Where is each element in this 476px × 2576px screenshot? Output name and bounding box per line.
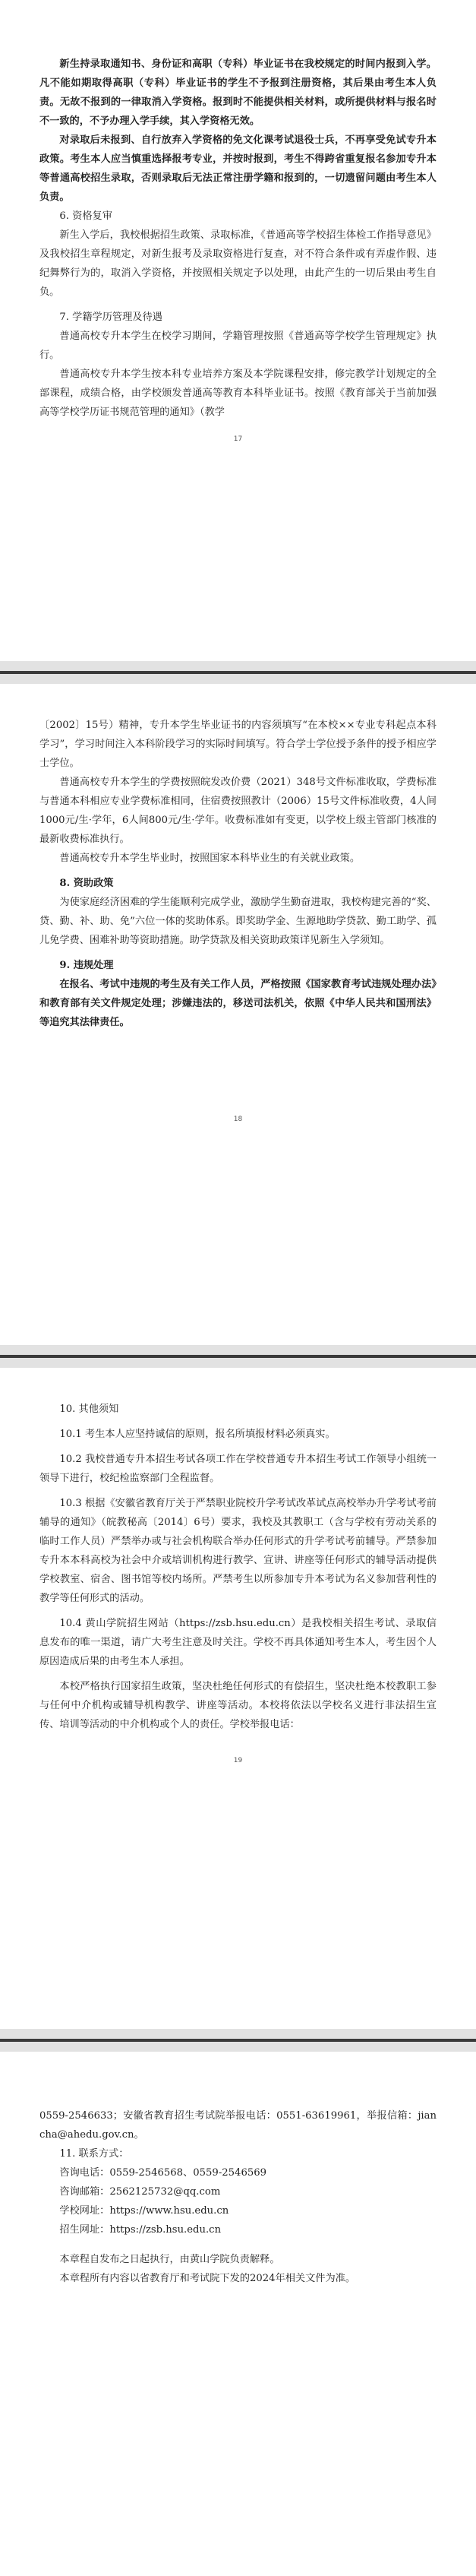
paragraph-10-1: 10.1 考生本人应坚持诚信的原则，报名所填报材料必须真实。 xyxy=(59,1429,336,1440)
paragraph-veterans: 对录取后未报到、自行放弃入学资格的免文化课考试退役士兵，不再享受免试专升本政策。考生本人应当慎重选择报考专业，并按时报到，考生不得跨省重复报名参加专升本等普通高校招生录取，否则录取后无法正常注册学籍和报到的，一切遗留问题由考生本人负责。 xyxy=(39,134,437,203)
paragraph-graduation: 普通高校专升本学生按本科专业培养方案及本学院课程安排，修完教学计划规定的全部课程，成绩合格，由学校颁发普通高等教育本科毕业证书。按照《教育部关于当前加强高等学校学历证书规范管理的通知》（教学 xyxy=(39,369,437,418)
paragraph-employment: 普通高校专升本学生毕业时，按照国家本科毕业生的有关就业政策。 xyxy=(59,853,361,864)
paragraph-qualification-review: 新生入学后，我校根据招生政策、录取标准，《普通高等学校招生体检工作指导意见》及我校招生章程规定，对新生报考及录取资格进行复查，对不符合条件或有弄虚作假、违纪舞弊行为的，取消入学资格，并按照相关规定予以处理，由此产生的一切后果由考生自负。 xyxy=(39,229,437,298)
spacer xyxy=(39,1419,437,1425)
page-number: 19 xyxy=(233,1757,243,1764)
document-page-1 xyxy=(0,0,476,661)
document-page-2 xyxy=(0,684,476,1345)
spacer xyxy=(39,302,437,308)
contact-value: 2562125732@qq.com xyxy=(109,2186,221,2198)
paragraph-policy: 本校严格执行国家招生政策，坚决杜绝任何形式的有偿招生，坚决杜绝本校教职工参与任何中介机构或辅导机构教学、讲座等活动。本校将依法以学校名义进行非法招生宣传、培训等活动的中介机构或个人的责任。学校举报电话： xyxy=(39,1681,437,1730)
paragraph-10-4: 10.4 黄山学院招生网站（https://zsb.hsu.edu.cn）是我校相关招生考试、录取信息发布的唯一渠道，请广大考生注意及时关注。学校不再具体通知考生本人，考生因个人原因造成后果的由考生本人承担。 xyxy=(39,1618,437,1667)
contact-phone xyxy=(39,2163,437,2182)
paragraph-10-2: 10.2 我校普通专升本招生考试各项工作在学校普通专升本招生考试工作领导小组统一领导下进行，校纪检监察部门全程监督。 xyxy=(39,1454,437,1484)
paragraph-final-authority: 本章程所有内容以省教育厅和考试院下发的2024年相关文件为准。 xyxy=(59,2273,356,2284)
heading-contact: 11. 联系方式： xyxy=(59,2148,129,2160)
page-number: 17 xyxy=(233,435,243,443)
paragraph-report-phone: 0559-2546633；安徽省教育招生考试院举报电话：0551-63619961，举报信箱：jiancha@ahedu.gov.cn。 xyxy=(39,2110,437,2141)
paragraph-enrollment-report xyxy=(39,55,437,131)
contact-label: 咨询电话： xyxy=(59,2167,110,2179)
spacer xyxy=(39,1444,437,1450)
paragraph-certificate: 〔2002〕15号）精神，专升本学生毕业证书的内容须填写“在本校××专业专科起点本科学习”，学习时间注入本科阶段学习的实际时间填写。符合学士学位授予条件的授予相应学士学位。 xyxy=(39,720,437,769)
contact-admission-site xyxy=(39,2220,437,2239)
spacer xyxy=(39,950,437,956)
contact-value: 0559-2546568、0559-2546569 xyxy=(109,2167,267,2179)
paragraph-text: 新生持录取通知书、身份证和高职（专科）毕业证书在我校规定的时间内报到入学。凡不能如期取得高职（专科）毕业证书的学生不予报到注册资格，其后果由考生本人负责。无故不报到的一律取消入学资格。报到时不能提供相关材料，或所提供材料与报名时不一致的，不予办理入学手续，其入学资格无效。 xyxy=(39,59,437,127)
page-separator xyxy=(0,2029,476,2052)
spacer xyxy=(39,868,437,874)
heading-student-status: 7. 学籍学历管理及待遇 xyxy=(59,312,162,323)
contact-email xyxy=(39,2182,437,2201)
contact-label: 咨询邮箱： xyxy=(59,2186,110,2198)
page-number: 18 xyxy=(233,1116,243,1123)
document-page-3 xyxy=(0,1368,476,2029)
heading-violations: 9. 违规处理 xyxy=(59,960,114,971)
contact-value: https://zsb.hsu.edu.cn xyxy=(109,2224,222,2236)
spacer xyxy=(39,2239,437,2250)
contact-label: 招生网址： xyxy=(59,2224,110,2236)
paragraph-financial-aid: 为使家庭经济困难的学生能顺利完成学业，激励学生勤奋进取，我校构建完善的“奖、贷、勤、补、助、免”六位一体的奖助体系。即奖助学金、生源地助学贷款、勤工助学、孤儿免学费、困难补助等资助措施。助学贷款及相关资助政策详见新生入学须知。 xyxy=(39,897,437,946)
paragraph-10-3: 10.3 根据《安徽省教育厅关于严禁职业院校升学考试改革试点高校举办升学考试考前辅导的通知》（皖教秘高〔2014〕6号）要求，我校及其教职工（含与学校有劳动关系的临时工作人员）严禁举办或与社会机构联合举办任何形式的升学考试考前辅导。严禁参加专升本本科高校为社会中介或培训机构进行教学、宣讲、讲座等任何形式的辅导活动提供学校教室、宿舍、图书馆等校内场所。严禁考生以所参加专升本考试为名义参加营利性的教学等任何形式的活动。 xyxy=(39,1498,437,1604)
paragraph-violations: 在报名、考试中违规的考生及有关工作人员，严格按照《国家教育考试违规处理办法》和教育部有关文件规定处理；涉嫌违法的，移送司法机关，依照《中华人民共和国刑法》等追究其法律责任。 xyxy=(39,979,437,1028)
spacer xyxy=(39,1671,437,1677)
contact-value: https://www.hsu.edu.cn xyxy=(109,2205,229,2217)
spacer xyxy=(39,1608,437,1614)
contact-label: 学校网址： xyxy=(59,2205,110,2217)
heading-financial-aid: 8. 资助政策 xyxy=(59,878,114,889)
document-page-4 xyxy=(0,2052,476,2576)
heading-qualification-review: 6. 资格复审 xyxy=(59,210,112,222)
paragraph-student-status: 普通高校专升本学生在校学习期间，学籍管理按照《普通高等学校学生管理规定》执行。 xyxy=(39,331,437,361)
paragraph-effective: 本章程自发布之日起执行，由黄山学院负责解释。 xyxy=(59,2254,280,2265)
page-separator xyxy=(0,1345,476,1368)
contact-school-site xyxy=(39,2201,437,2220)
paragraph-tuition: 普通高校专升本学生的学费按照皖发改价费（2021）348号文件标准收取，学费标准与普通本科相应专业学费标准相同，住宿费按照教计（2006）15号文件标准收费，4人间1000元/生·学年，6人间800元/生·学年。收费标准如有变更，以学校上级主管部门核准的最新收费标准执行。 xyxy=(39,777,437,845)
page-separator xyxy=(0,661,476,684)
heading-other-notes: 10. 其他须知 xyxy=(59,1404,119,1415)
spacer xyxy=(39,1488,437,1494)
